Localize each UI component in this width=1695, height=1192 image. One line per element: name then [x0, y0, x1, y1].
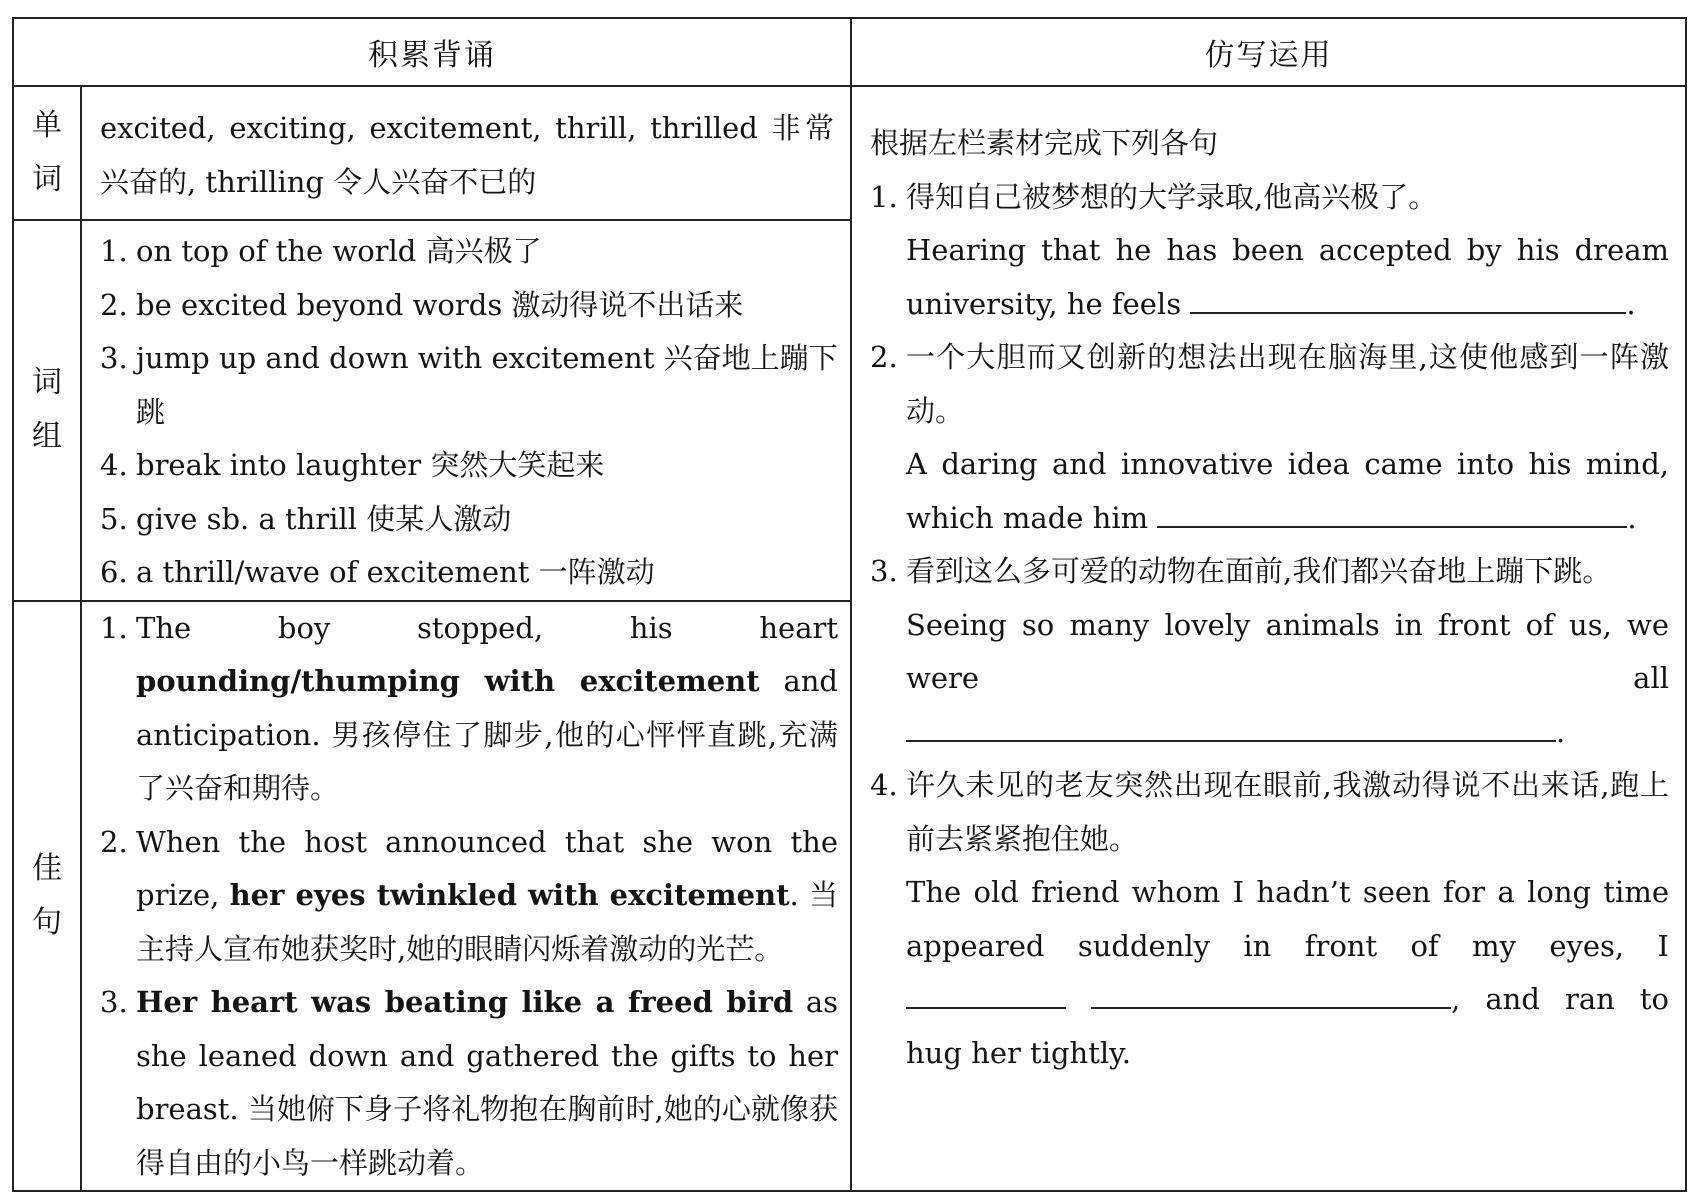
worksheet [12, 17, 1685, 1180]
answer-blank[interactable] [1157, 496, 1627, 528]
item-chinese: 许久未见的老友突然出现在眼前,我激动得说不出来话,跑上前去紧紧抱住她。 [906, 768, 1669, 856]
phrases-cell [81, 220, 851, 601]
study-table [12, 17, 1687, 1192]
phrase-text: jump up and down with excitement 兴奋地上蹦下跳 [136, 341, 838, 429]
practice-cell [851, 86, 1686, 1191]
practice-item [870, 331, 1669, 545]
item-chinese: 得知自己被梦想的大学录取,他高兴极了。 [906, 179, 1438, 214]
row-label-phrases [13, 220, 81, 601]
item-number: 5. [100, 501, 128, 536]
phrase-item [100, 332, 838, 439]
answer-blank[interactable] [906, 710, 1556, 742]
item-number: 1. [100, 610, 128, 645]
header-practice: 仿写运用 [851, 18, 1686, 86]
sentence-highlight: her eyes twinkled with excitement [229, 878, 790, 912]
answer-blank[interactable] [906, 977, 1066, 1009]
sentence-text: and anticipation. 男孩停住了脚步,他的心怦怦直跳,充满了兴奋和期待。 [136, 664, 838, 805]
phrase-text: on top of the world 高兴极了 [136, 234, 542, 268]
label-char: 单 [32, 108, 62, 143]
item-punct: . [1627, 500, 1637, 535]
practice-intro: 根据左栏素材完成下列各句 [870, 126, 1219, 160]
item-punct: , and ran to hug her tightly. [906, 982, 1669, 1070]
item-number: 2. [870, 340, 898, 374]
item-number: 4. [870, 768, 898, 802]
item-chinese: 一个大胆而又创新的想法出现在脑海里,这使他感到一阵激动。 [906, 340, 1669, 428]
practice-item [870, 171, 1669, 332]
answer-blank[interactable] [1190, 282, 1626, 314]
header-accumulate: 积累背诵 [13, 18, 851, 86]
phrase-item [100, 439, 838, 493]
answer-blank[interactable] [1091, 977, 1451, 1009]
item-chinese: 看到这么多可爱的动物在面前,我们都兴奋地上蹦下跳。 [906, 554, 1612, 588]
sentence-text: The boy stopped, his heart [136, 610, 838, 645]
sentence-text: When the host announced that she won the prize, [136, 824, 838, 912]
label-char: 句 [32, 904, 62, 940]
sentence-item [100, 976, 838, 1190]
sentence-item [100, 816, 838, 977]
item-english: The old friend whom I hadn’t seen for a long time appeared suddenly in front of my eyes, I [906, 875, 1669, 963]
phrase-item [100, 279, 838, 333]
item-punct: . [1626, 286, 1636, 321]
item-number: 4. [100, 448, 128, 482]
practice-item [870, 545, 1669, 759]
sentence-highlight: Her heart was beating like a freed bird [136, 985, 794, 1019]
phrase-item [100, 225, 838, 279]
phrase-text: break into laughter 突然大笑起来 [136, 448, 605, 482]
phrase-text: be excited beyond words 激动得说不出话来 [136, 287, 744, 322]
item-number: 1. [870, 179, 898, 214]
label-char: 组 [32, 419, 62, 455]
phrase-item [100, 493, 838, 547]
item-number: 3. [100, 985, 128, 1019]
item-number: 2. [100, 824, 128, 859]
practice-item [870, 759, 1669, 1080]
sentences-cell [81, 601, 851, 1192]
phrase-text: a thrill/wave of excitement 一阵激动 [136, 555, 655, 589]
row-label-words [13, 86, 81, 220]
phrase-item [100, 546, 838, 600]
item-number: 3. [100, 341, 128, 375]
words-cell [81, 86, 851, 220]
item-punct: . [1556, 714, 1566, 749]
sentence-text: . 当主持人宣布她获奖时,她的眼睛闪烁着激动的光芒。 [136, 878, 838, 966]
item-number: 2. [100, 287, 128, 322]
sentence-text: as she leaned down and gathered the gifts to her breast. 当她俯下身子将礼物抱在胸前时,她的心就像获得自由的小鸟一样跳动着。 [136, 985, 839, 1180]
row-label-sentences [13, 601, 81, 1192]
words-text: excited, exciting, excitement, thrill, thrilled 非常兴奋的, thrilling 令人兴奋不已的 [100, 111, 834, 199]
phrase-text: give sb. a thrill 使某人激动 [136, 501, 512, 536]
label-char: 词 [32, 162, 62, 197]
item-number: 6. [100, 555, 128, 589]
item-number: 1. [100, 234, 128, 268]
item-english: Seeing so many lovely animals in front of us, we were all [906, 607, 1669, 695]
item-number: 3. [870, 554, 898, 588]
label-char: 词 [32, 365, 62, 401]
item-english: A daring and innovative idea came into his mind, which made him [906, 447, 1669, 535]
label-char: 佳 [32, 850, 62, 886]
item-english: Hearing that he has been accepted by his dream university, he feels [906, 233, 1669, 321]
sentence-highlight: pounding/thumping with excitement [136, 664, 760, 698]
sentence-item [100, 602, 838, 816]
